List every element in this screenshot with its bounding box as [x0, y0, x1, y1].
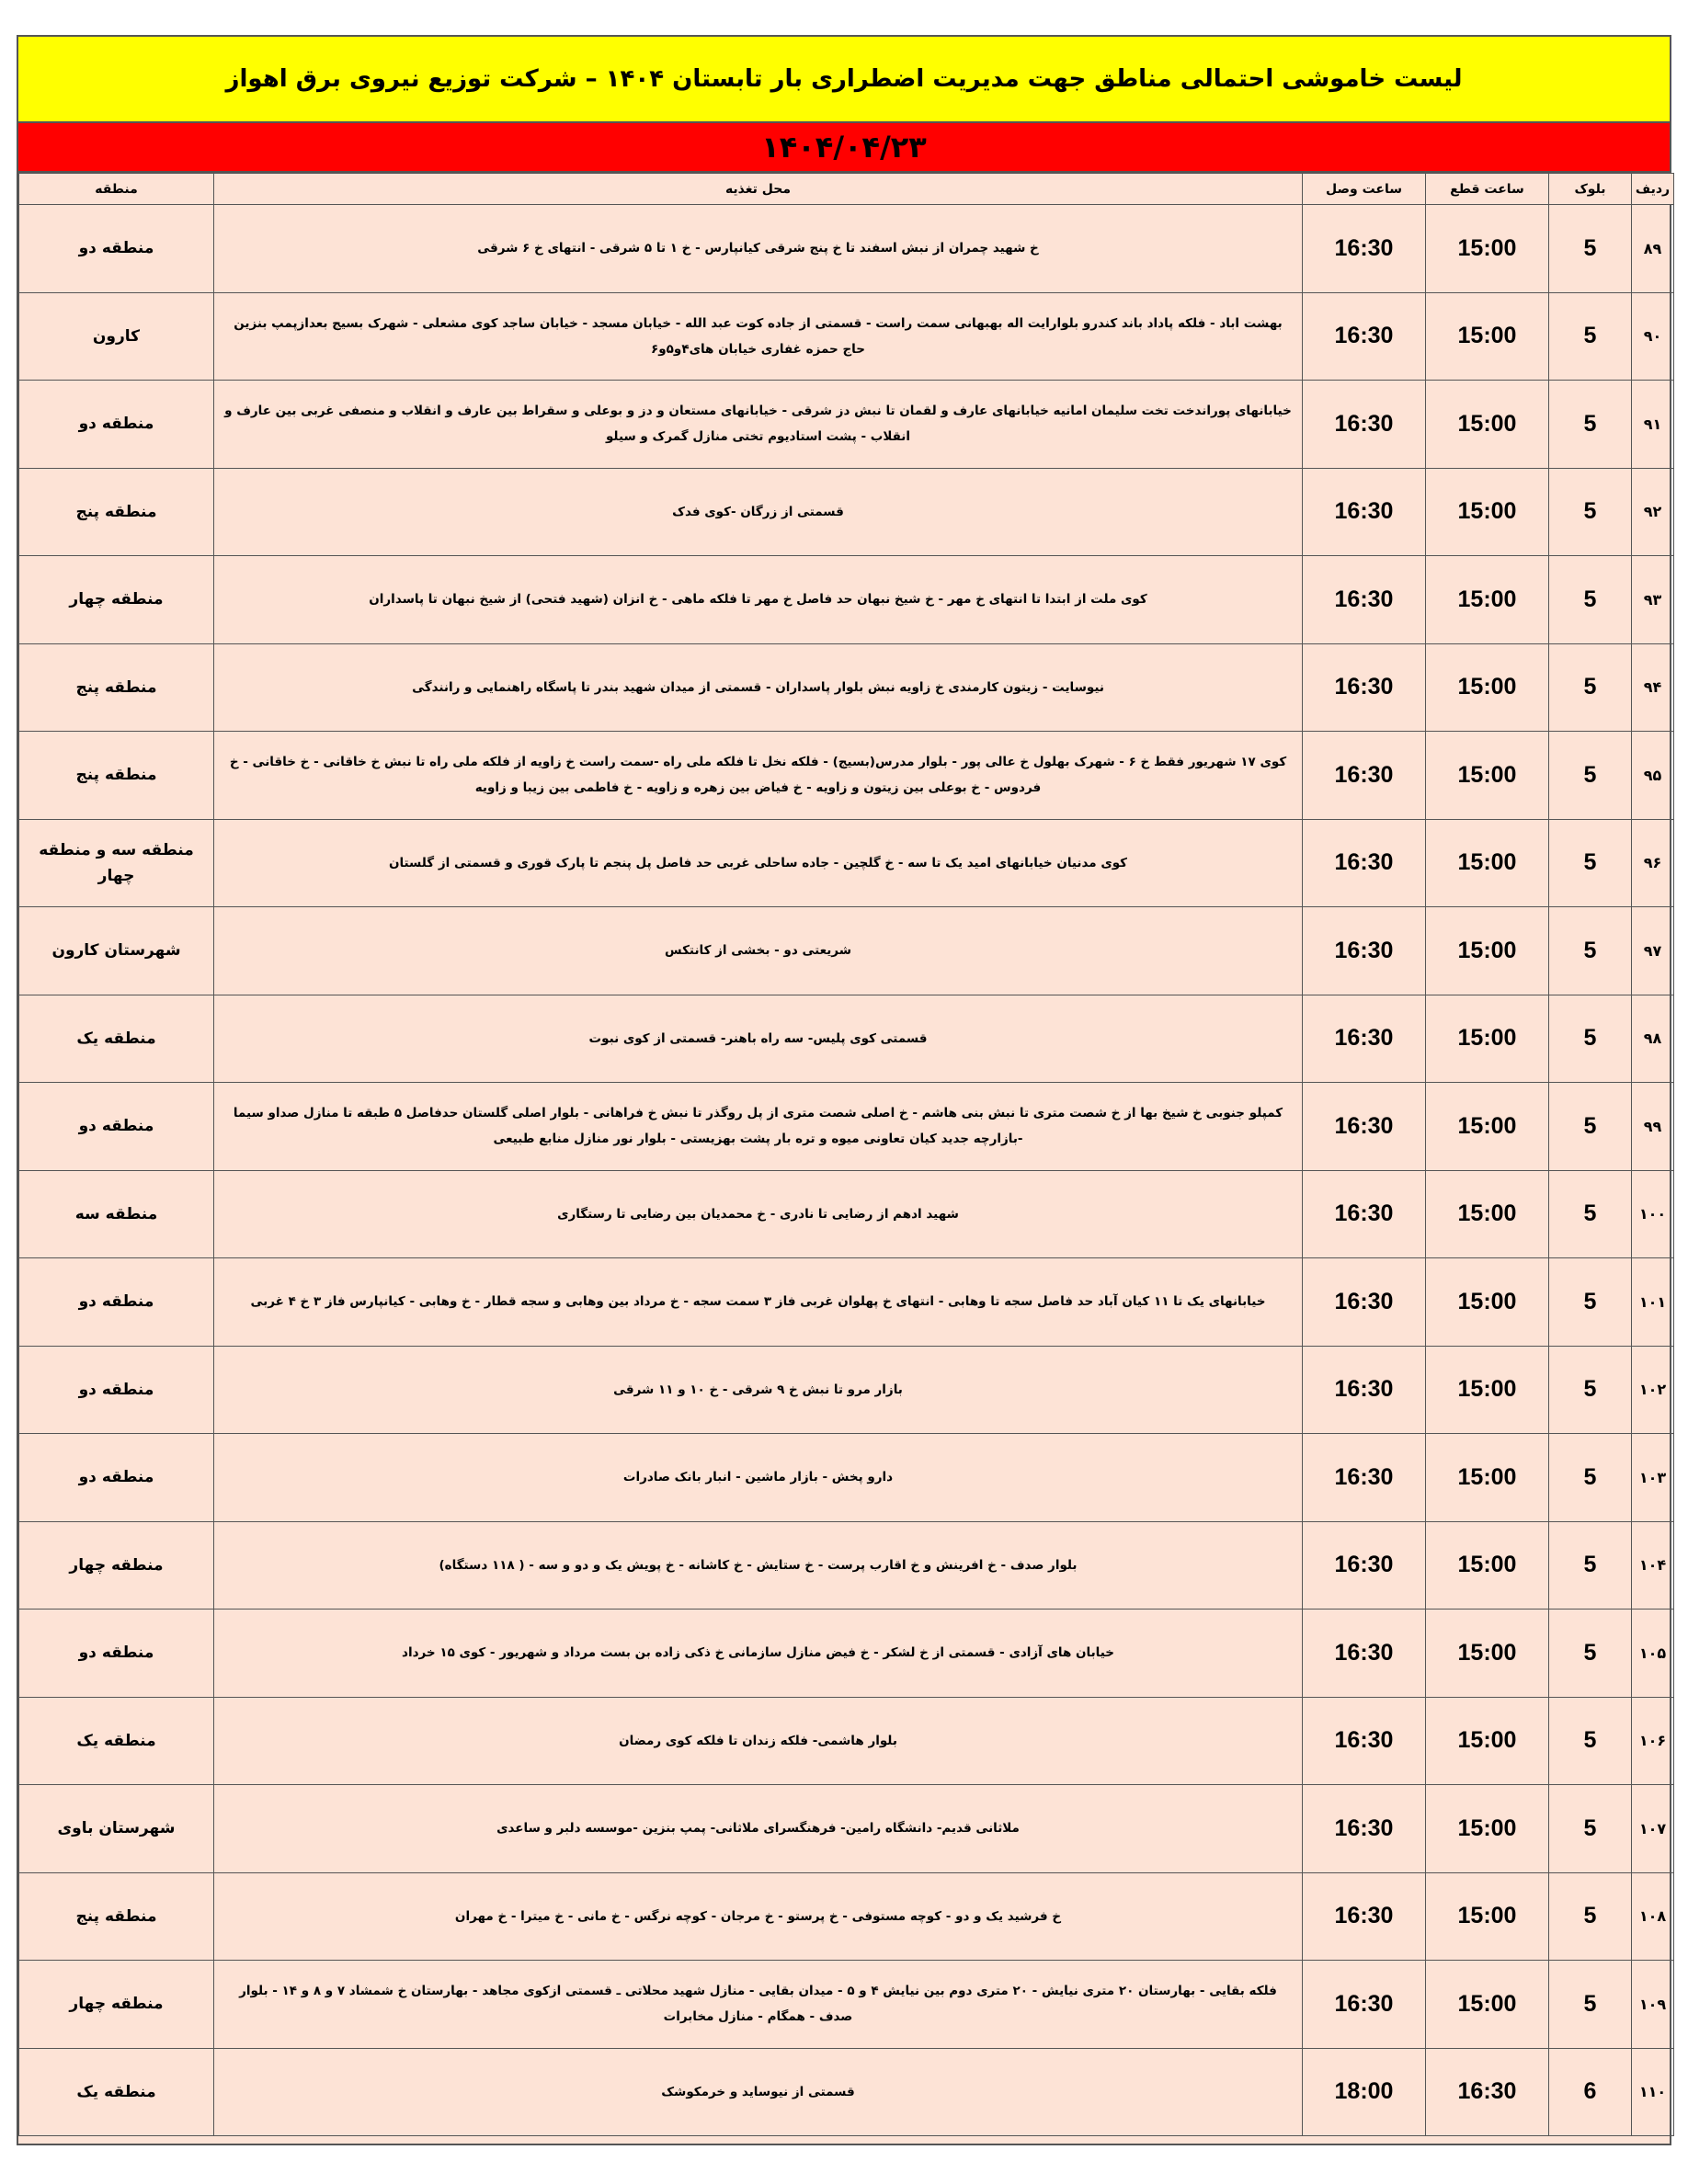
feed-location: کوی مدنیان خیابانهای امید یک تا سه - خ گلچین - جاده ساحلی غربی حد فاصل پل پنجم تا پارک قوری و قسمتی از گلستان [214, 819, 1303, 907]
feed-location: خیابان های آزادی - قسمتی از خ لشکر - خ فیض منازل سازمانی خ ذکی زاده بن بست مرداد و شهریور - کوی ۱۵ خرداد [214, 1610, 1303, 1698]
connect-time: 16:30 [1303, 1258, 1426, 1347]
cut-time: 15:00 [1426, 1610, 1549, 1698]
area-name: شهرستان باوی [19, 1785, 214, 1873]
connect-time: 16:30 [1303, 643, 1426, 732]
block-number: 5 [1549, 1872, 1632, 1961]
table-row [19, 1346, 1674, 1434]
row-number: ۱۰۴ [1632, 1521, 1674, 1610]
row-number: ۹۹ [1632, 1083, 1674, 1171]
block-number: 5 [1549, 1083, 1632, 1171]
area-name: منطقه دو [19, 1610, 214, 1698]
cut-time: 15:00 [1426, 381, 1549, 469]
cut-time: 15:00 [1426, 1258, 1549, 1347]
table-row [19, 643, 1674, 732]
area-name: منطقه پنج [19, 732, 214, 820]
feed-location: کمپلو جنوبی خ شیخ بها از خ شصت متری تا نبش بنی هاشم - خ اصلی شصت متری از پل روگذر تا نبش خ فراهانی - بلوار اصلی گلستان حدفاصل ۵ طبقه تا منازل صداو سیما -بازارچه جدید کیان تعاونی میوه و تره بار پشت بهزیستی - بلوار نور منازل منابع طبیعی [214, 1083, 1303, 1171]
area-name: منطقه چهار [19, 1961, 214, 2049]
row-number: ۱۰۳ [1632, 1434, 1674, 1522]
cut-time: 15:00 [1426, 1434, 1549, 1522]
connect-time: 16:30 [1303, 468, 1426, 556]
feed-location: قسمتی از نیوساید و خرمکوشک [214, 2048, 1303, 2136]
block-number: 5 [1549, 907, 1632, 995]
area-name: منطقه یک [19, 2048, 214, 2136]
header-connect-time: ساعت وصل [1303, 174, 1426, 205]
table-row [19, 1521, 1674, 1610]
table-row [19, 1697, 1674, 1785]
schedule-sheet [17, 35, 1671, 2145]
cut-time: 15:00 [1426, 1961, 1549, 2049]
table-row [19, 292, 1674, 381]
table-row [19, 1872, 1674, 1961]
connect-time: 16:30 [1303, 1961, 1426, 2049]
area-name: منطقه پنج [19, 468, 214, 556]
block-number: 5 [1549, 292, 1632, 381]
area-name: منطقه دو [19, 1346, 214, 1434]
row-number: ۱۰۵ [1632, 1610, 1674, 1698]
row-number: ۹۶ [1632, 819, 1674, 907]
schedule-date: ۱۴۰۴/۰۴/۲۳ [761, 130, 927, 165]
table-row [19, 1083, 1674, 1171]
table-row [19, 468, 1674, 556]
feed-location: بلوار صدف - خ افرینش و خ اقارب پرست - خ ستایش - خ کاشانه - خ پویش یک و دو و سه - ( ۱۱۸ دستگاه) [214, 1521, 1303, 1610]
row-number: ۸۹ [1632, 205, 1674, 293]
connect-time: 18:00 [1303, 2048, 1426, 2136]
block-number: 5 [1549, 1521, 1632, 1610]
row-number: ۱۰۷ [1632, 1785, 1674, 1873]
feed-location: خ فرشید یک و دو - کوچه مستوفی - خ پرستو - خ مرجان - کوچه نرگس - خ مانی - خ میترا - خ مهران [214, 1872, 1303, 1961]
feed-location: خیابانهای یک تا ۱۱ کیان آباد حد فاصل سجه تا وهابی - انتهای خ پهلوان غربی فاز ۳ سمت سجه - خ مرداد بین وهابی و سجه قطار - خ وهابی - کیانپارس فاز ۳ خ ۴ غربی [214, 1258, 1303, 1347]
area-name: شهرستان کارون [19, 907, 214, 995]
header-row-number: ردیف [1632, 174, 1674, 205]
feed-location: فلکه بقایی - بهارستان ۲۰ متری نیایش - ۲۰ متری دوم بین نیایش ۴ و ۵ - میدان بقایی - منازل شهید محلاتی ـ قسمتی ازکوی مجاهد - بهارستان خ شمشاد ۷ و ۸ و ۱۴ - بلوار صدف - همگام - منازل مخابرات [214, 1961, 1303, 2049]
block-number: 5 [1549, 643, 1632, 732]
title-bar [18, 37, 1670, 123]
header-area: منطقه [19, 174, 214, 205]
connect-time: 16:30 [1303, 1083, 1426, 1171]
feed-location: ملاثانی قدیم- دانشگاه رامین- فرهنگسرای ملاثانی- پمپ بنزین -موسسه دلبر و ساعدی [214, 1785, 1303, 1873]
row-number: ۹۵ [1632, 732, 1674, 820]
block-number: 5 [1549, 1346, 1632, 1434]
table-row [19, 907, 1674, 995]
area-name: منطقه دو [19, 1434, 214, 1522]
feed-location: خ شهید چمران از نبش اسفند تا خ پنج شرقی کیانپارس - خ ۱ تا ۵ شرقی - انتهای خ ۶ شرقی [214, 205, 1303, 293]
block-number: 5 [1549, 1258, 1632, 1347]
cut-time: 15:00 [1426, 1872, 1549, 1961]
connect-time: 16:30 [1303, 732, 1426, 820]
table-row [19, 819, 1674, 907]
header-block: بلوک [1549, 174, 1632, 205]
block-number: 5 [1549, 995, 1632, 1083]
date-bar [18, 123, 1670, 173]
cut-time: 15:00 [1426, 292, 1549, 381]
cut-time: 15:00 [1426, 1170, 1549, 1258]
block-number: 5 [1549, 819, 1632, 907]
row-number: ۱۰۶ [1632, 1697, 1674, 1785]
cut-time: 15:00 [1426, 1697, 1549, 1785]
cut-time: 15:00 [1426, 732, 1549, 820]
page-title: لیست خاموشی احتمالی مناطق جهت مدیریت اضطراری بار تابستان ۱۴۰۴ – شرکت توزیع نیروی برق اهواز [225, 65, 1463, 93]
row-number: ۹۰ [1632, 292, 1674, 381]
cut-time: 15:00 [1426, 995, 1549, 1083]
connect-time: 16:30 [1303, 205, 1426, 293]
connect-time: 16:30 [1303, 1697, 1426, 1785]
area-name: منطقه دو [19, 381, 214, 469]
row-number: ۱۰۰ [1632, 1170, 1674, 1258]
header-location: محل تغذیه [214, 174, 1303, 205]
row-number: ۱۰۸ [1632, 1872, 1674, 1961]
area-name: منطقه چهار [19, 1521, 214, 1610]
row-number: ۱۰۹ [1632, 1961, 1674, 2049]
row-number: ۹۲ [1632, 468, 1674, 556]
cut-time: 15:00 [1426, 907, 1549, 995]
row-number: ۹۸ [1632, 995, 1674, 1083]
connect-time: 16:30 [1303, 556, 1426, 644]
area-name: منطقه سه [19, 1170, 214, 1258]
cut-time: 15:00 [1426, 205, 1549, 293]
connect-time: 16:30 [1303, 995, 1426, 1083]
block-number: 6 [1549, 2048, 1632, 2136]
block-number: 5 [1549, 468, 1632, 556]
row-number: ۹۳ [1632, 556, 1674, 644]
area-name: منطقه دو [19, 1083, 214, 1171]
connect-time: 16:30 [1303, 381, 1426, 469]
feed-location: نیوسایت - زیتون کارمندی خ زاویه نبش بلوار پاسداران - قسمتی از میدان شهید بندر تا پاسگاه راهنمایی و رانندگی [214, 643, 1303, 732]
table-row [19, 205, 1674, 293]
area-name: منطقه یک [19, 1697, 214, 1785]
outage-table [18, 173, 1674, 2136]
feed-location: کوی ملت از ابتدا تا انتهای خ مهر - خ شیخ نبهان حد فاصل خ مهر تا فلکه ماهی - خ انزان (شهید فتحی) از شیخ نبهان تا پاسداران [214, 556, 1303, 644]
block-number: 5 [1549, 205, 1632, 293]
table-row [19, 1785, 1674, 1873]
connect-time: 16:30 [1303, 819, 1426, 907]
connect-time: 16:30 [1303, 1170, 1426, 1258]
feed-location: قسمتی کوی پلیس- سه راه باهنر- قسمتی از کوی نبوت [214, 995, 1303, 1083]
cut-time: 15:00 [1426, 1521, 1549, 1610]
row-number: ۹۷ [1632, 907, 1674, 995]
connect-time: 16:30 [1303, 907, 1426, 995]
connect-time: 16:30 [1303, 292, 1426, 381]
block-number: 5 [1549, 1697, 1632, 1785]
area-name: کارون [19, 292, 214, 381]
area-name: منطقه پنج [19, 1872, 214, 1961]
block-number: 5 [1549, 381, 1632, 469]
feed-location: بلوار هاشمی- فلکه زندان تا فلکه کوی رمضان [214, 1697, 1303, 1785]
area-name: منطقه پنج [19, 643, 214, 732]
block-number: 5 [1549, 1434, 1632, 1522]
connect-time: 16:30 [1303, 1872, 1426, 1961]
feed-location: دارو پخش - بازار ماشین - انبار بانک صادرات [214, 1434, 1303, 1522]
feed-location: شهید ادهم از رضایی تا نادری - خ محمدیان بین رضایی تا رستگاری [214, 1170, 1303, 1258]
table-row [19, 995, 1674, 1083]
connect-time: 16:30 [1303, 1346, 1426, 1434]
cut-time: 15:00 [1426, 1346, 1549, 1434]
feed-location: بازار مرو تا نبش خ ۹ شرقی - خ ۱۰ و ۱۱ شرقی [214, 1346, 1303, 1434]
cut-time: 15:00 [1426, 1083, 1549, 1171]
cut-time: 15:00 [1426, 1785, 1549, 1873]
area-name: منطقه یک [19, 995, 214, 1083]
row-number: ۱۰۲ [1632, 1346, 1674, 1434]
table-header-row [19, 174, 1674, 205]
table-row [19, 556, 1674, 644]
feed-location: کوی ۱۷ شهریور فقط خ ۶ - شهرک بهلول خ عالی پور - بلوار مدرس(بسیج) - فلکه نخل تا فلکه ملی راه -سمت راست خ زاویه از فلکه ملی راه تا نبش خ خاقانی - خ خاقانی - خ فردوس - خ بوعلی بین زیتون و زاویه - خ فیاض بین زهره و زاویه - خ فاطمی بین زیبا و زاویه [214, 732, 1303, 820]
header-cut-time: ساعت قطع [1426, 174, 1549, 205]
connect-time: 16:30 [1303, 1785, 1426, 1873]
table-row [19, 732, 1674, 820]
row-number: ۹۱ [1632, 381, 1674, 469]
feed-location: قسمتی از زرگان -کوی فدک [214, 468, 1303, 556]
feed-location: بهشت اباد - فلکه پاداد باند کندرو بلوارایت اله بهبهانی سمت راست - قسمتی از جاده کوت عبد الله - خیابان مسجد - خیابان ساجد کوی مشعلی - شهرک بسیج بعدازپمپ بنزین حاج حمزه غفاری خیابان های۴و۵و۶ [214, 292, 1303, 381]
table-row [19, 381, 1674, 469]
table-row [19, 1170, 1674, 1258]
area-name: منطقه سه و منطقه چهار [19, 819, 214, 907]
block-number: 5 [1549, 1170, 1632, 1258]
row-number: ۹۴ [1632, 643, 1674, 732]
connect-time: 16:30 [1303, 1610, 1426, 1698]
table-row [19, 1610, 1674, 1698]
cut-time: 15:00 [1426, 819, 1549, 907]
feed-location: خیابانهای پوراندخت تخت سلیمان امانیه خیابانهای عارف و لقمان تا نبش دز شرقی - خیابانهای مستعان و دز و بوعلی و سقراط بین عارف و انقلاب و منصفی غربی بین عارف و انقلاب - پشت استادیوم تختی منازل گمرک و سیلو [214, 381, 1303, 469]
cut-time: 16:30 [1426, 2048, 1549, 2136]
block-number: 5 [1549, 1610, 1632, 1698]
feed-location: شریعتی دو - بخشی از کانتکس [214, 907, 1303, 995]
connect-time: 16:30 [1303, 1521, 1426, 1610]
table-row [19, 1961, 1674, 2049]
area-name: منطقه دو [19, 1258, 214, 1347]
block-number: 5 [1549, 732, 1632, 820]
connect-time: 16:30 [1303, 1434, 1426, 1522]
cut-time: 15:00 [1426, 468, 1549, 556]
table-row [19, 1434, 1674, 1522]
table-row [19, 2048, 1674, 2136]
table-row [19, 1258, 1674, 1347]
block-number: 5 [1549, 556, 1632, 644]
block-number: 5 [1549, 1961, 1632, 2049]
area-name: منطقه چهار [19, 556, 214, 644]
block-number: 5 [1549, 1785, 1632, 1873]
cut-time: 15:00 [1426, 556, 1549, 644]
cut-time: 15:00 [1426, 643, 1549, 732]
area-name: منطقه دو [19, 205, 214, 293]
row-number: ۱۰۱ [1632, 1258, 1674, 1347]
row-number: ۱۱۰ [1632, 2048, 1674, 2136]
